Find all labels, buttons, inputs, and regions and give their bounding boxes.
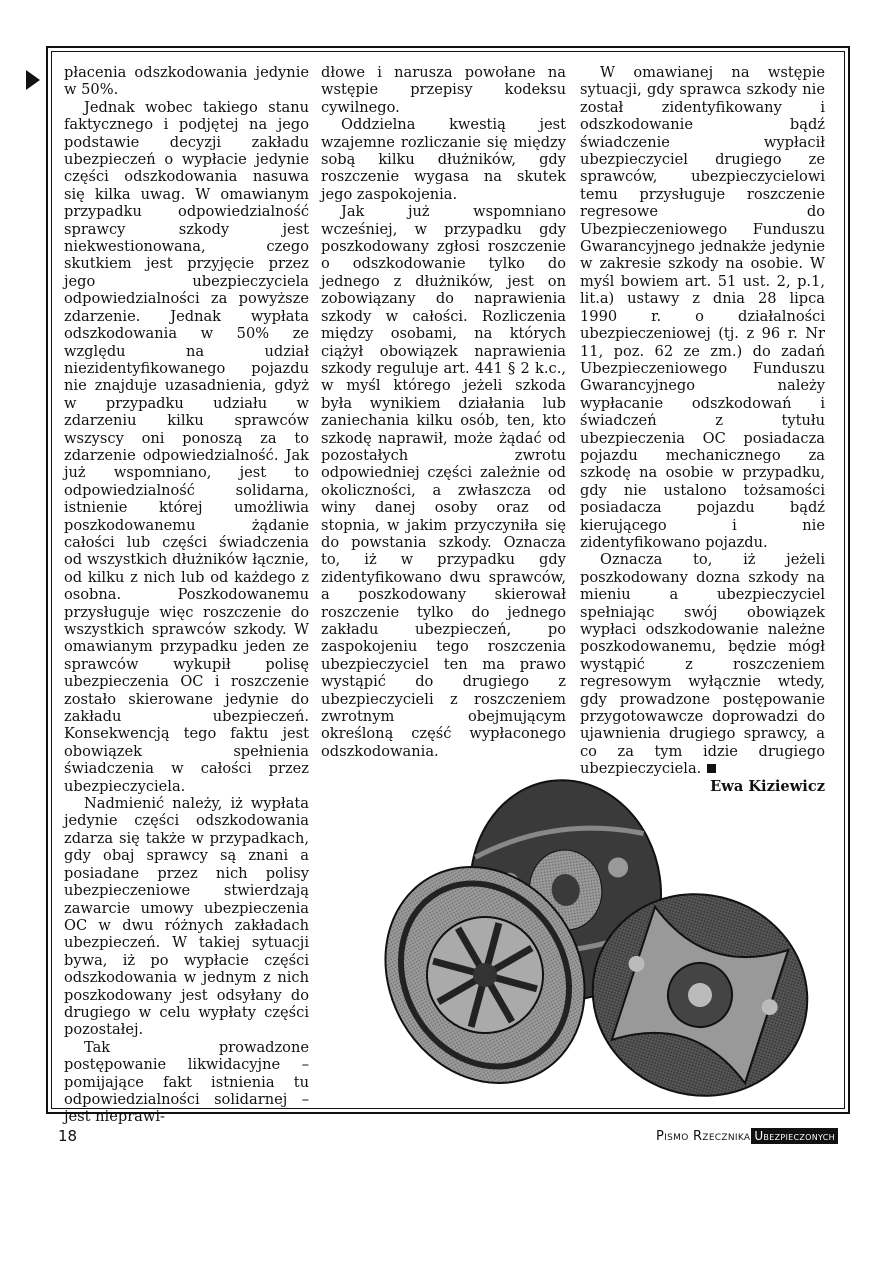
paragraph-final — [580, 551, 825, 777]
journal-prefix: Pismo Rzecznika — [656, 1128, 751, 1144]
paragraph: W omawianej na wstępie sytuacji, gdy sprawca szkody nie został zidentyfikowany i odszkodowanie bądź świadczenie wypłacił ubezpieczyciel drugiego ze sprawców, ubezpieczycielowi temu przysługuje roszczenie regresowe do Ubezpieczeniowego Funduszu Gwarancyjnego jednakże jedynie w zakresie szkody na osobie. W myśl bowiem art. 51 ust. 2, p.1, lit.a) ustawy z dnia 28 lipca 1990 r. o działalności ubezpieczeniowej (tj. z 96 r. Nr 11, poz. 62 ze zm.) do zadań Ubezpieczeniowego Funduszu Gwarancyjnego należy wypłacanie odszkodowań i świadczeń z tytułu ubezpieczenia OC posiadacza pojazdu mechanicznego za szkodę na osobie w przypadku, gdy nie ustalono tożsamości posiadacza pojazdu bądź kierującego i nie zidentyfikowano pojazdu. — [580, 64, 825, 551]
article-column-2 — [321, 64, 566, 760]
paragraph: Oddzielna kwestią jest wzajemne rozliczanie się między sobą kilku dłużników, gdy roszczenie wygasa na skutek jego zaspokojenia. — [321, 116, 566, 203]
end-of-article-icon — [707, 764, 716, 773]
paragraph: dłowe i narusza powołane na wstępie przepisy kodeksu cywilnego. — [321, 64, 566, 116]
paragraph: Jednak wobec takiego stanu faktycznego i podjętej na jego podstawie decyzji zakładu ubezpieczeń o wypłacie jedynie części odszkodowania nasuwa się kilka uwag. W omawianym przypadku odpowiedzialność sprawcy szkody jest niekwestionowana, czego skutkiem jest przyjęcie przez jego ubezpieczyciela odpowiedzialności za powyższe zdarzenie. Jednak wypłata odszkodowania w 50% ze względu na udział niezidentyfikowanego pojazdu nie znajduje uzasadnienia, gdyż w przypadku udziału w zdarzeniu kilku sprawców wszyscy oni ponoszą za to zdarzenie odpowiedzialność. Jak już wspomniano, jest to odpowiedzialność solidarna, istnienie której umożliwia poszkodowanemu żądanie całości lub części świadczenia od wszystkich dłużników łącznie, od kilku z nich lub od każdego z osobna. Poszkodowanemu przysługuje więc roszczenie do wszystkich sprawców szkody. W omawianym przypadku jeden ze sprawców wykupił polisę ubezpieczenia OC i roszczenie zostało skierowane jedynie do zakładu ubezpieczeń. Konsekwencją tego faktu jest obowiązek spełnienia świadczenia w całości przez ubezpieczyciela. — [64, 98, 309, 795]
paragraph-text: Oznacza to, iż jeżeli poszkodowany dozna szkody na mieniu a ubezpieczyciel spełniając swój obowiązek wypłaci odszkodowanie należne poszkodowanemu, będzie mógł wystąpić z roszczeniem regresowym wyłącznie wtedy, gdy prowadzone postępowanie przygotowawcze doprowadzi do ujawnienia drugiego sprawcy, a co za tym idzie drugiego ubezpieczyciela. — [580, 551, 825, 778]
journal-brand — [656, 1128, 838, 1144]
article-column-3 — [580, 64, 825, 795]
continuation-arrow-icon — [26, 70, 40, 90]
page-number: 18 — [58, 1127, 78, 1145]
paragraph: Jak już wspomniano wcześniej, w przypadku gdy poszkodowany zgłosi roszczenie o odszkodowanie tylko do jednego z dłużników, jest on zobowiązany do naprawienia szkody w całości. Rozliczenia między osobami, na których ciążył obowiązek naprawienia szkody reguluje art. 441 § 2 k.c., w myśl którego jeżeli szkoda była wynikiem działania lub zaniechania kilku osób, ten, kto szkodę naprawił, może żądać od pozostałych zwrotu odpowiedniej części zależnie od okoliczności, a zwłaszcza od winy danej osoby oraz od stopnia, w jakim przyczyniła się do powstania szkody. Oznacza to, iż w przypadku gdy zidentyfikowano dwu sprawców, a poszkodowany skierował roszczenie tylko do jednego zakładu ubezpieczeń, po zaspokojeniu tego roszczenia ubezpieczyciel ten ma prawo wystąpić do drugiego z ubezpieczycieli z roszczeniem zwrotnym obejmującym określoną część wypłaconego odszkodowania. — [321, 203, 566, 760]
author-signature: Ewa Kiziewicz — [710, 777, 825, 795]
paragraph: płacenia odszkodowania jedynie w 50%. — [64, 64, 309, 99]
article-column-1 — [64, 64, 309, 1126]
journal-highlight: Ubezpieczonych — [751, 1128, 838, 1144]
easter-eggs-illustration — [380, 775, 840, 1100]
paragraph: Nadmienić należy, iż wypłata jedynie części odszkodowania zdarza się także w przypadkach, gdy obaj sprawcy są znani a posiadane przez nich polisy ubezpieczeniowe stwierdzają zawarcie umowy ubezpieczenia OC w dwu różnych zakładach ubezpieczeń. W takiej sytuacji bywa, iż po wypłacie części odszkodowania w jednym z nich poszkodowany jest odsyłany do drugiego w celu wypłaty części pozostałej. — [64, 795, 309, 1039]
paragraph: Tak prowadzone postępowanie likwidacyjne – pomijające fakt istnienia tu odpowiedzialności solidarnej – jest nieprawi- — [64, 1038, 309, 1126]
